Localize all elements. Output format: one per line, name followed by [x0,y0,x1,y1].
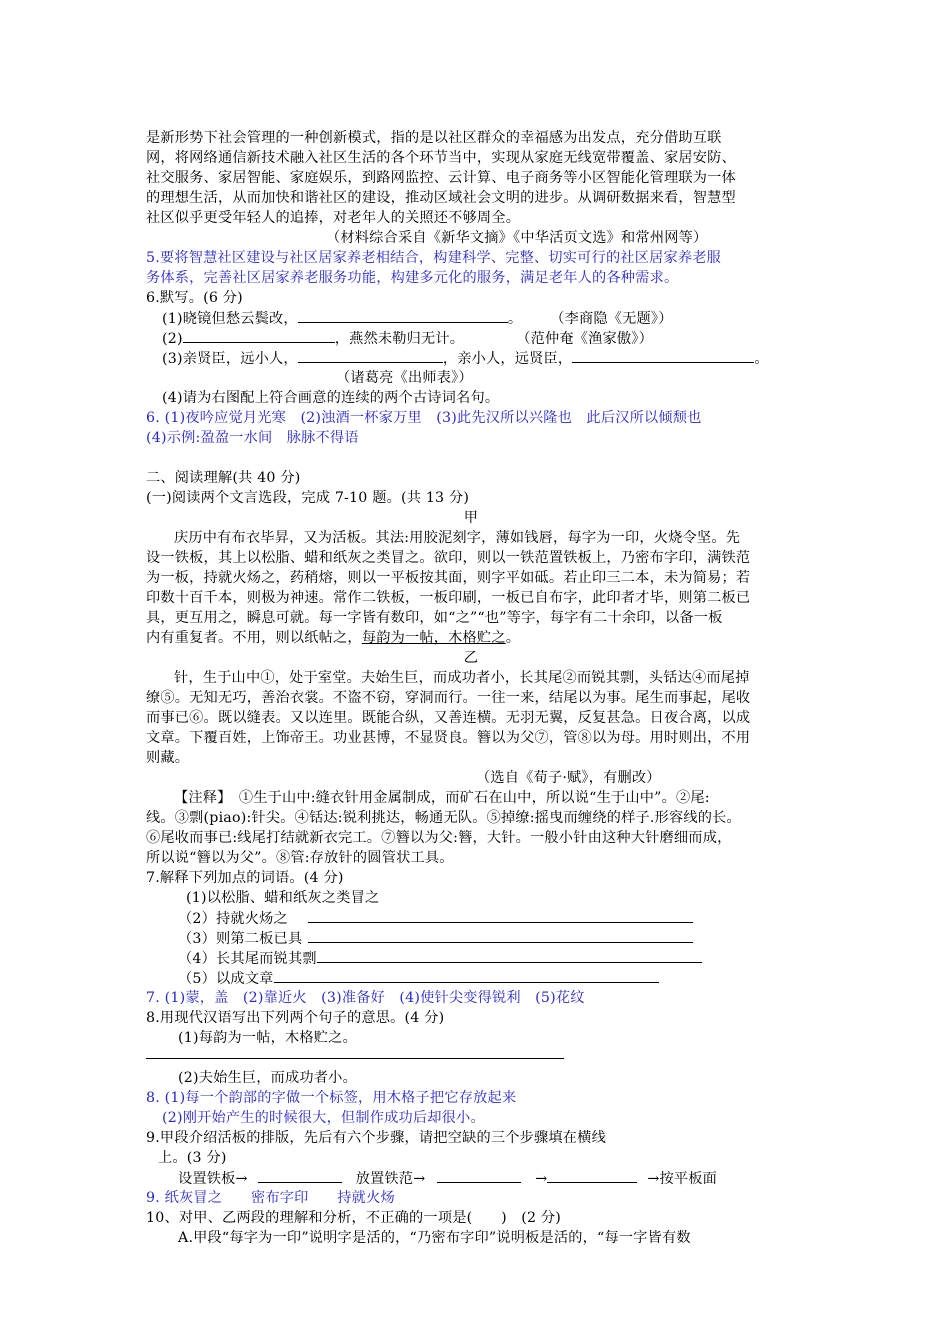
notes-line: 线。③剽(piao):针尖。④铦达:锐利挑达，畅通无队。⑤掉缭:摇曳而缠绕的样子.形容线的长。 [146,810,741,826]
q9-title: 9.甲段介绍活板的排版，先后有六个步骤，请把空缺的三个步骤填在横线 [146,1130,606,1146]
q10-option-a: A.甲段“每字为一印”说明字是活的，“乃密布字印”说明板是活的，“每一字皆有数 [178,1230,691,1246]
passage-label-yi: 乙 [463,650,479,666]
answer-blank[interactable] [258,1168,342,1183]
passage-jia-line: 设一铁板，其上以松脂、蜡和纸灰之类冒之。欲印，则以一铁范置铁板上，乃密布字印，满铁范 [146,550,751,566]
intro-line: 社区似乎更受年轻人的追捧，对老年人的关照还不够周全。 [146,210,521,226]
passage-yi-line: 而事已⑥。既以缝表。又以连里。既能合纵，又善连横。无羽无翼，反复甚急。日夜合离，以成 [146,710,751,726]
q6-title: 6.默写。(6 分) [146,290,243,306]
passage-yi-source: （选自《荀子·赋》，有删改） [476,770,661,786]
answer-5-line: 务体系，完善社区居家养老服务功能，构建多元化的服务，满足老年人的各种需求。 [146,270,679,286]
q8-answer-line[interactable] [146,1044,564,1065]
q9-title-cont: 上。(3 分) [158,1150,227,1166]
answer-blank[interactable] [547,1168,637,1183]
underlined-sentence: 每韵为一帖，木格贮之 [361,630,506,646]
answer-blank[interactable] [317,948,702,963]
q7-item: （5）以成文章 [178,968,659,989]
answer-9: 9. 纸灰冒之 密布字印 持就火炀 [146,1190,395,1206]
answer-8-line: (2)刚开始产生的时候很大，但制作成功后却很小。 [162,1110,485,1126]
passage-jia-line-last: 内有重复者。不用，则以纸帖之，每韵为一帖，木格贮之。 [146,630,521,646]
passage-yi-line: 文章。下覆百姓，上饰帝王。功业甚博，不显贤良。簪以为父⑦，管⑧以为母。用时则出，不用 [146,730,751,746]
answer-8-line: 8. (1)每一个韵部的字做一个标签，用木格子把它存放起来 [146,1090,517,1106]
q7-item: （4）长其尾而锐其剽 [178,948,702,969]
notes-line: 所以说“簪以为父”。⑧管:存放针的圆管状工具。 [146,850,454,866]
passage-yi-line: 针，生于山中①，处于室堂。夫始生巨，而成功者小，长其尾②而锐其剽，头铦达④而尾掉 [174,670,750,686]
passage-jia-line: 具，更互用之，瞬息可就。每一字皆有数印，如“之”“也”等字，每字有二十余印，以备一板 [146,610,723,626]
q8-sentence-2: (2)夫始生巨，而成功者小。 [178,1070,357,1086]
q7-item: （2）持就火炀之 [178,908,693,929]
answer-blank[interactable] [572,348,754,363]
passage-yi-line: 则藏。 [146,750,190,766]
notes-line: 【注释】 ①生于山中:缝衣针用金属制成，而矿石在山中，所以说“生于山中”。②尾: [174,790,710,806]
answer-blank[interactable] [308,908,693,923]
answer-blank[interactable] [183,328,335,343]
passage-jia-line: 为一板，持就火炀之，药稍熔，则以一平板按其面，则字平如砥。若止印三二本，未为简易；若 [146,570,751,586]
passage-jia-line: 印数十百千本，则极为神速。常作二铁板，一板印刷，一板已自布字，此印者才毕，则第二板已 [146,590,751,606]
q7-title: 7.解释下列加点的词语。(4 分) [146,870,344,886]
q10-title: 10、对甲、乙两段的理解和分析，不正确的一项是( ) (2 分) [146,1210,562,1226]
q6-line-2: (2) ，燕然未勒归无计。 （范仲奄《渔家傲》） [162,328,653,349]
passage-yi-line: 缭⑤。无知无巧，善治衣裳。不盗不窃，穿洞而行。一往一来，结尾以为事。尾生而事起，尾收 [146,690,751,706]
q6-line-3: (3)亲贤臣，远小人， ，亲小人，远贤臣， 。 [162,348,769,369]
notes-line: ⑥尾收而事已:线尾打结就新衣完工。⑦簪以为父:簪，大针。一般小针由这种大针磨细而成， [146,830,732,846]
answer-blank[interactable] [146,1044,564,1059]
answer-blank[interactable] [437,1168,521,1183]
answer-blank[interactable] [298,348,443,363]
section-heading: 二、阅读理解(共 40 分) [146,470,301,486]
q6-source: （诸葛亮《出师表》） [336,370,473,386]
source-note: （材料综合采自《新华文摘》《中华活页文选》和常州网等） [326,230,708,246]
answer-blank[interactable] [298,308,508,323]
intro-line: 网，将网络通信新技术融入社区生活的各个环节当中，实现从家庭无线宽带覆盖、家居安防、 [146,150,736,166]
intro-line: 社交服务、家居智能、家庭娱乐，到路网监控、云计算、电子商务等小区智能化管理联为一体 [146,170,736,186]
intro-line: 的理想生活，从而加快和谐社区的建设，推动区域社会文明的进步。从调研数据来看，智慧型 [146,190,736,206]
intro-line: 是新形势下社会管理的一种创新模式，指的是以社区群众的幸福感为出发点，充分借助互联 [146,130,722,146]
answer-6-line: (4)示例:盈盈一水间 脉脉不得语 [146,430,359,446]
q8-title: 8.用现代汉语写出下列两个句子的意思。(4 分) [146,1010,445,1026]
passage-label-jia: 甲 [463,510,479,526]
q6-line-4: (4)请为右图配上符合画意的连续的两个古诗词名句。 [162,390,500,406]
answer-5-line: 5.要将智慧社区建设与社区居家养老相结合，构建科学、完整、切实可行的社区居家养老服 [146,250,722,266]
answer-6-line: 6. (1)夜吟应觉月光寒 (2)浊酒一杯家万里 (3)此先汉所以兴隆也 此后汉所以倾颓也 [146,410,702,426]
answer-blank[interactable] [308,928,693,943]
q9-steps: 设置铁板→ 放置铁范→ → →按平板面 [178,1168,717,1189]
answer-blank[interactable] [274,968,659,983]
q7-item: (1)以松脂、蜡和纸灰之类冒之 [186,890,380,906]
subsection-heading: (一)阅读两个文言选段，完成 7-10 题。(共 13 分) [146,490,470,506]
q6-line-1: (1)晓镜但愁云鬓改， 。 （李商隐《无题》） [162,308,673,329]
q7-item: （3）则第二板已具 [178,928,693,949]
q8-sentence-1: (1)每韵为一帖，木格贮之。 [178,1030,357,1046]
answer-7: 7. (1)蒙，盖 (2)靠近火 (3)准备好 (4)使针尖变得锐利 (5)花纹 [146,990,585,1006]
passage-jia-line: 庆历中有布衣毕昇，又为活板。其法:用胶泥刻字，薄如钱唇，每字为一印，火烧令坚。先 [174,530,741,546]
